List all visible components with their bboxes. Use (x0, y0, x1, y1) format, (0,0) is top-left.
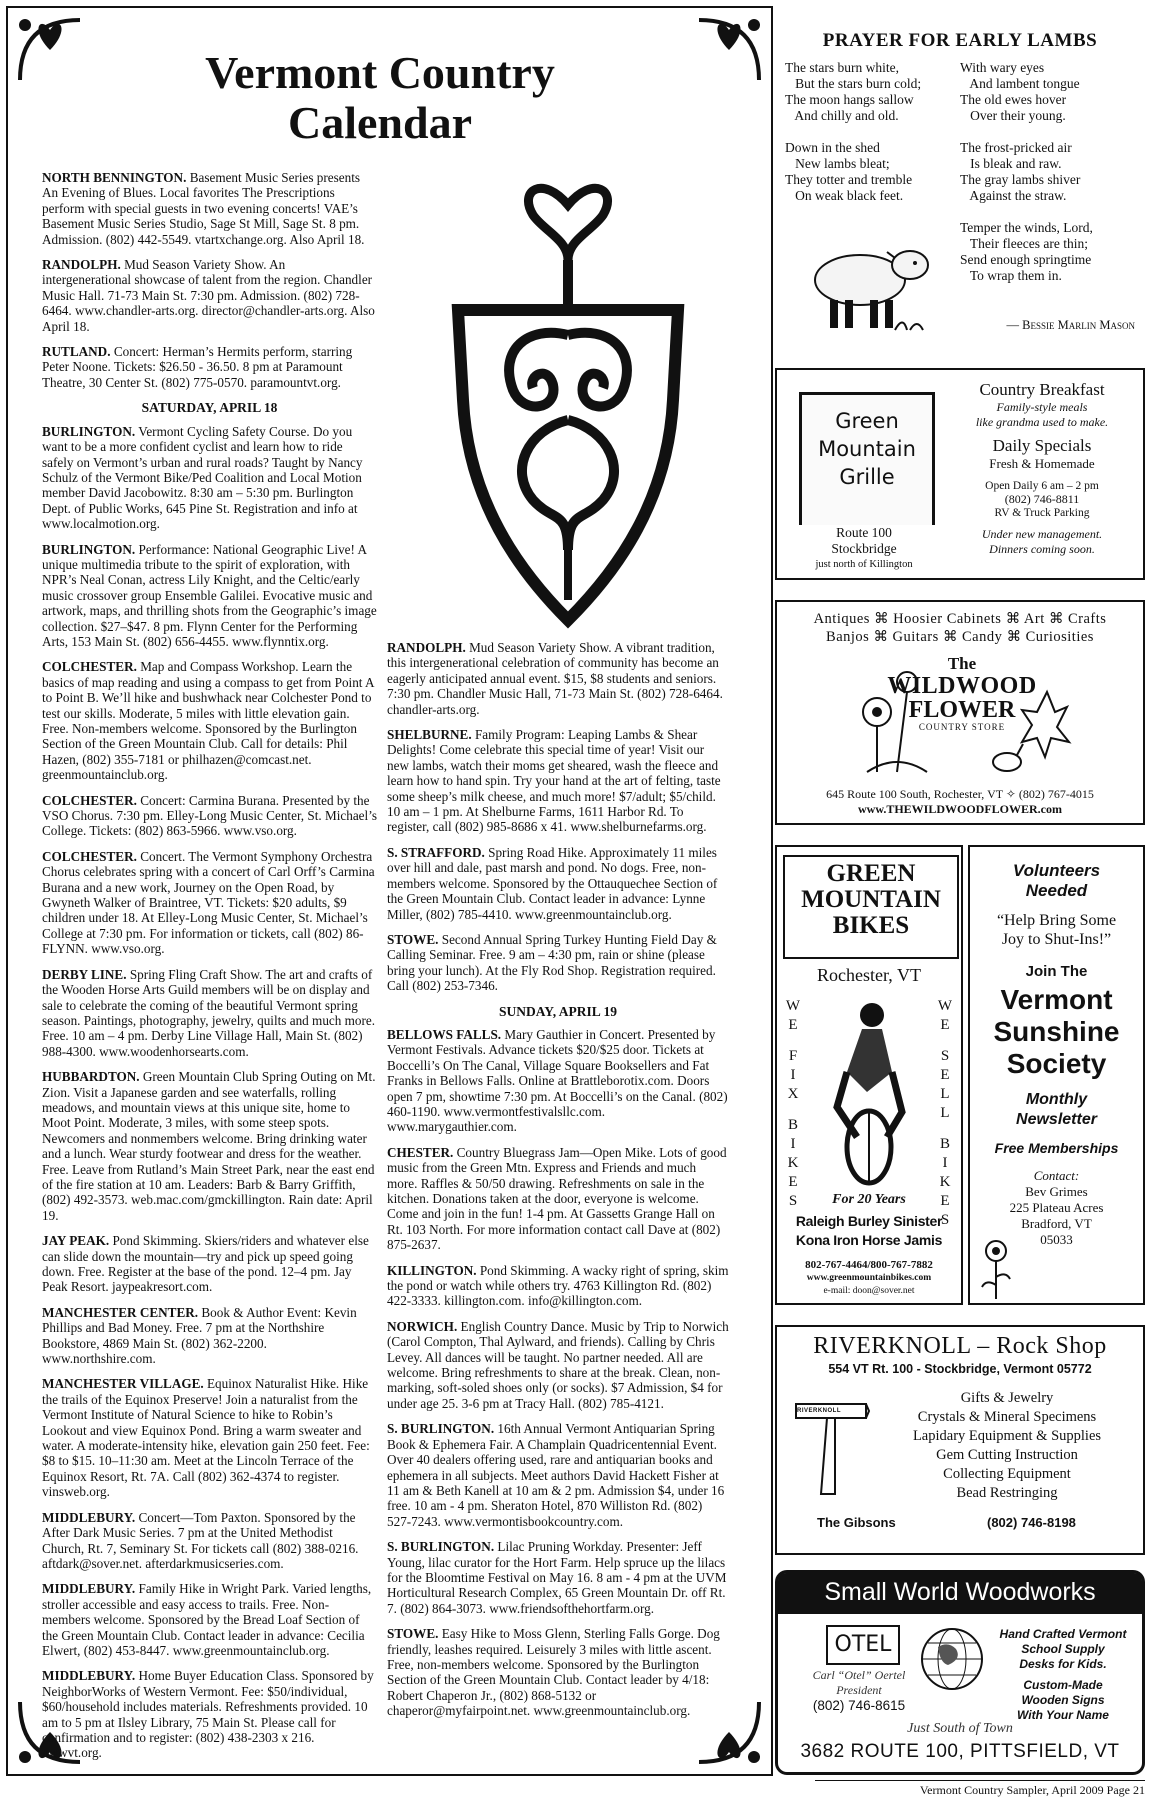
riverknoll-phone: (802) 746-8198 (987, 1515, 1076, 1530)
vertical-letter: I (790, 1136, 796, 1152)
poem-line: Over their young. (960, 108, 1066, 123)
vertical-letter: S (788, 1193, 798, 1209)
event-town: MIDDLEBURY. (42, 1668, 136, 1684)
event-town: NORTH BENNINGTON. (42, 170, 187, 185)
poem-line: But the stars burn cold; (785, 76, 922, 91)
vertical-letter: S (940, 1048, 950, 1064)
day-heading: SATURDAY, APRIL 18 (141, 400, 278, 416)
poem-line: New lambs bleat; (785, 156, 890, 171)
event-description: 16th Annual Vermont Antiquarian Spring Book & Ephemera Fair. A Champlain Quadricentennial Event. Over 40 dealers offering used, rare and antiquarian books and ephemera in all subjects. Meet authors David Hackett Fisher at 11 am & Beth Kanell at 10 am & 2 pm. Admission $4, under 16 free. 10 am - 4 pm. Sheraton Hotel, 870 Williston Rd. (802) 527-7243. www.vermontisbookcountry.com. (387, 1421, 725, 1529)
event-description: Basement Music Series presents An Evening of Blues. Local favorites The Prescriptions perform with special guests in two evening concerts! VAE’s Basement Music Series Studio, Sage St Mill, Sage St. 8 pm. Admission. (802) 442-5549. vtartxchange.org. Also April 18. (42, 170, 365, 247)
event-description: Pond Skimming. Skiers/riders and whatever else can slide down the mountain—try and pick up speed going down. Free. Register at the base of the pond. 12–4 pm. Jay Peak Resort. jaypeakresort.com. (42, 1233, 369, 1295)
woodworks-direction: Just South of Town (907, 1721, 1013, 1736)
wildwood-logo: The WILDWOOD FLOWER COUNTRY STORE (887, 654, 1037, 732)
trivet-ornament-icon (418, 150, 718, 630)
poem-line: And lambent tongue (960, 76, 1080, 91)
calendar-event (42, 967, 377, 1059)
event-description: Pond Skimming. A wacky right of spring, skim the pond or watch while others try. 4763 Killington Rd. (802) 422-3333. killington.com. info@killington.com. (387, 1262, 729, 1309)
calendar-event (387, 1027, 729, 1135)
event-description: Mary Gauthier in Concert. Presented by Vermont Festivals. Advance tickets $20/$25 door. Tickets at Boccelli’s On The Canal, Village Square Booksellers and Fat Franks in Bellows Falls. Online at Brattleborotix.com. Doors open 7 pm, showtime 7:30 pm. At Boccelli’s on the Canal. (802) 460-1190. www.vermontfestivalsllc.com. www.marygauthier.com. (387, 1026, 728, 1135)
event-town: BELLOWS FALLS. (387, 1026, 502, 1042)
calendar-event (42, 542, 377, 650)
calendar-event (387, 845, 729, 922)
event-description: Concert: Herman’s Hermits perform, starring Peter Noone. Tickets: $26.50 - 36.50. 8 pm at Paramount Theatre, 30 Center St. (802) 775-0570. paramountvt.org. (42, 344, 353, 390)
calendar-event (42, 1581, 377, 1658)
lamb-illustration-icon (795, 230, 945, 340)
vertical-letter: E (788, 1174, 798, 1190)
vertical-letter (785, 1035, 801, 1047)
poem-line: The frost-pricked air (960, 140, 1072, 155)
calendar-event (387, 1263, 729, 1309)
riverknoll-items (872, 1389, 1142, 1503)
vertical-letter: I (942, 1155, 948, 1171)
bikes-years: For 20 Years (832, 1192, 906, 1207)
event-description: Vermont Cycling Safety Course. Do you want to be a more confident cyclist and learn how to ride safely on Vermont’s urban and rural roads? Taught by Nancy Schulz of the Vermont Bike/Ped Coalition and Local Motion member David Jacobowitz. 8:30 am – 5:30 pm. Burlington Dept. of Public Works, 645 Pine St. Registration and info at www.localmotion.org. (42, 423, 363, 532)
poem-line: Down in the shed (785, 140, 880, 155)
calendar-event (387, 1145, 729, 1253)
poem-line: Against the straw. (960, 188, 1067, 203)
calendar-event (42, 1233, 377, 1295)
event-description: Book & Author Event: Kevin Phillips and Bad Money. Free. 7 pm at the Northshire Bookstore, 4869 Main St. (802) 362-2200. www.northshire.com. (42, 1304, 357, 1367)
shop-item: Collecting Equipment (943, 1466, 1071, 1482)
event-town: STOWE. (387, 931, 439, 947)
hammer-label: RIVERKNOLL (797, 1408, 841, 1414)
calendar-event (42, 344, 377, 390)
event-town: BURLINGTON. (42, 541, 136, 557)
bikes-town: Rochester, VT (817, 965, 921, 985)
vertical-letter: K (939, 1174, 951, 1190)
vertical-letter: W (937, 998, 953, 1014)
vertical-letter (937, 1123, 953, 1135)
shop-item: Gem Cutting Instruction (936, 1447, 1078, 1463)
calendar-event (387, 932, 729, 994)
poem-author: — Bessie Marlin Mason (1006, 318, 1135, 332)
grille-ad (775, 368, 1145, 580)
bikes-fix-vertical (785, 997, 801, 1211)
shop-item: Bead Restringing (956, 1485, 1058, 1501)
event-town: RANDOLPH. (42, 257, 121, 273)
grille-sign: Green Mountain Grille (799, 392, 935, 548)
calendar-event (42, 1376, 377, 1499)
fleur-corner-icon (689, 10, 769, 90)
event-town: CHESTER. (387, 1144, 454, 1160)
poem-line: The gray lambs shiver (960, 172, 1081, 187)
riverknoll-title: RIVERKNOLL – Rock Shop (813, 1333, 1107, 1359)
event-town: MANCHESTER VILLAGE. (42, 1376, 204, 1392)
calendar-event (42, 170, 377, 247)
event-town: MANCHESTER CENTER. (42, 1304, 199, 1320)
shop-item: Lapidary Equipment & Supplies (912, 1428, 1102, 1444)
bikes-ad (775, 845, 963, 1305)
event-town: RUTLAND. (42, 344, 111, 360)
poem-line: To wrap them in. (960, 268, 1062, 283)
event-description: Country Bluegrass Jam—Open Mike. Lots of good music from the Green Mtn. Express and Friends and much more. Raffles & 50/50 drawing. Refreshments on sale in the kitchen. Donations taken at the door, everyone is welcome. Come and join in the fun! 1-4 pm. At Gassetts Grange Hall on Rt. 103 North. For more information contact call Dave at (802) 875-2637. (387, 1144, 727, 1253)
event-town: BURLINGTON. (42, 423, 136, 439)
riverknoll-address: 554 VT Rt. 100 - Stockbridge, Vermont 05772 (828, 1362, 1092, 1376)
day-heading: SUNDAY, APRIL 19 (499, 1003, 617, 1019)
vertical-letter: K (787, 1155, 799, 1171)
event-description: English Country Dance. Music by Trip to Norwich (Carol Compton, Thal Aylward, and friends). Calling by Chris Levey. All dances will be taught. No partner needed. All are welcome. Bring refreshments to share at the break. Clean, non-marking, soft-soled shoes only (or socks). $7 Admission, $4 for under age 25. 3-6 pm at Tracy Hall. (802) 785-4121. (387, 1318, 729, 1411)
event-town: COLCHESTER. (42, 792, 137, 808)
event-town: JAY PEAK. (42, 1233, 110, 1249)
vertical-letter: L (940, 1086, 950, 1102)
calendar-event (42, 849, 377, 957)
bikes-title: GREEN MOUNTAIN BIKES (783, 855, 959, 959)
event-description: Equinox Naturalist Hike. Hike the trails of the Equinox Preserve! Join a naturalist from the Vermont Institute of Natural Science to hike to Robin’s Lookout and view Equinox Pond. Bring a warm sweater and water. A moderate-intensity hike, elevation gain 250 feet. Fee: $8 to $15. 10–11:30 am. Meet at the Lincoln Terrace of the Equinox Resort, Rt. 7A. Call (802) 362-4374 to register. vinsweb.org. (42, 1376, 370, 1500)
vertical-letter: E (940, 1067, 950, 1083)
vertical-letter: B (939, 1136, 950, 1152)
event-description: Home Buyer Education Class. Sponsored by NeighborWorks of Western Vermont. Fee: $50/individual, $60/household includes materials. Refreshments provided. 10 am to 5 pm at Ilsley Library, 75 Main St. Please call for confirmation and to register: (802) 438-2303 x 216. nwwvt.org. (42, 1668, 374, 1761)
vertical-letter (785, 1104, 801, 1116)
globe-icon (918, 1625, 986, 1693)
vertical-letter: L (940, 1105, 950, 1121)
riverknoll-ad (775, 1325, 1145, 1555)
vertical-letter: E (940, 1193, 950, 1209)
poem-line: Send enough springtime (960, 252, 1092, 267)
poem-line: On weak black feet. (785, 188, 904, 203)
event-town: DERBY LINE. (42, 966, 127, 982)
event-description: Mud Season Variety Show. An intergenerational showcase of talent from the region. Chandler Music Hall. 71-73 Main St. 7:30 pm. Admission. (802) 728-6464. www.chandler-arts.org. director@chandler-arts.org. Also April 18. (42, 257, 375, 334)
event-town: NORWICH. (387, 1318, 458, 1334)
event-description: Spring Road Hike. Approximately 11 miles over hill and dale, past marsh and pond. No dogs. Free, non-members welcome. Sponsored by the Ottauquechee Section of the Green Mountain Club. Contact leader in advance: Lynne Miller, (802) 785-4410. www.greenmountainclub.org. (387, 844, 718, 922)
event-description: Map and Compass Workshop. Learn the basics of map reading and using a compass to get from Point A to Point B. We’ll hike and bushwhack near Colchester Pond to test our skills. Moderate, 5 miles with little elevation gain. Free. Non-members welcome. Sponsored by the Burlington Section of the Green Mountain Club. Call for details: Phil Hazen, (802) 355-7181 or philhazen@comcast.net. greenmountainclub.org. (42, 659, 374, 783)
calendar-event (42, 1069, 377, 1223)
event-description: Concert: Carmina Burana. Presented by the VSO Chorus. 7:30 pm. Elley-Long Music Center, St. Michael’s College. Tickets: (802) 863-5966. www.vso.org. (42, 792, 377, 839)
vertical-letter: S (940, 1212, 950, 1228)
event-town: S. STRAFFORD. (387, 844, 485, 860)
event-description: Easy Hike to Moss Glenn, Sterling Falls Gorge. Dog friendly, leashes required. Leisurely 3 miles with little ascent. Free, non-members welcome. Sponsored by the Burlington Section of the Green Mountain Club. Contact leader by 4/18: Robert Chaperon Jr., (802) 868-5132 or chaperor@myfairpoint.net. www.greenmountainclub.org. (387, 1626, 720, 1719)
event-town: S. BURLINGTON. (387, 1421, 495, 1437)
event-town: MIDDLEBURY. (42, 1581, 136, 1597)
shop-item: Crystals & Mineral Specimens (917, 1409, 1097, 1425)
calendar-event (387, 640, 729, 717)
woodworks-address: 3682 ROUTE 100, PITTSFIELD, VT (800, 1741, 1120, 1762)
calendar-event (387, 727, 729, 835)
calendar-column-right (387, 640, 729, 1729)
calendar-column-left (42, 170, 377, 1771)
vertical-letter: B (787, 1117, 798, 1133)
poem-line: Is bleak and raw. (960, 156, 1062, 171)
poem-line: They totter and tremble (785, 172, 913, 187)
event-town: KILLINGTON. (387, 1262, 477, 1278)
poem-line (785, 124, 960, 140)
calendar-title: Vermont Country Calendar (205, 47, 555, 148)
event-description: Spring Fling Craft Show. The art and crafts of the Wooden Horse Arts Guild members will be on display and sale to celebrate the coming of the beautiful Vermont spring season. Paintings, photography, jewelry, quilts and much more. Free. 10 am – 4 pm. Derby Line Village Hall, Main St. (802) 988-4300. www.woodenhorsearts.com. (42, 966, 376, 1059)
poem-line (960, 124, 1135, 140)
page-footer: Vermont Country Sampler, April 2009 Page 21 (815, 1780, 1145, 1798)
woodworks-title: Small World Woodworks (778, 1573, 1142, 1614)
cyclist-illustration-icon (807, 997, 932, 1187)
event-description: Concert. The Vermont Symphony Orchestra Chorus celebrates spring with a concert of Carl Orff’s Carmina Burana and a new work, Journey on the Open Road, by Gwyneth Walker of Braintree, VT. Tickets: $20 adults, $9 children under 18. At Elley-Long Music Center, St. Michael’s College at 7:30 pm. For information or tickets, call (802) 86-FLYNN. www.vso.org. (42, 848, 375, 957)
event-town: SHELBURNE. (387, 727, 472, 743)
calendar-event (387, 1319, 729, 1411)
event-town: MIDDLEBURY. (42, 1509, 136, 1525)
calendar-event (42, 424, 377, 532)
calendar-event (42, 257, 377, 334)
vertical-letter (937, 1035, 953, 1047)
event-town: STOWE. (387, 1626, 439, 1642)
event-description: Lilac Pruning Workday. Presenter: Jeff Young, lilac curator for the Hort Farm. Help spruce up the lilacs for the Bloomtime Festival on May 16. 8 am - 4 pm at the UVM Horticultural Research Complex, 65 Green Mountain Dr. off Rt. 7. (802) 864-3073. www.friendsofthehortfarm.org. (387, 1539, 727, 1616)
vertical-letter: I (790, 1067, 796, 1083)
poem-line: The stars burn white, (785, 60, 899, 75)
shop-item: Gifts & Jewelry (960, 1390, 1054, 1406)
poem-line: The old ewes hover (960, 92, 1067, 107)
poem-title: PRAYER FOR EARLY LAMBS (822, 30, 1098, 51)
calendar-event (42, 1305, 377, 1367)
event-description: Concert—Tom Paxton. Sponsored by the After Dark Music Series. 7 pm at the United Methodist Church, Rt. 7, Seminary St. For tickets call (802) 388-0216. aftdark@sover.net. afterdarkmusicseries.com. (42, 1509, 359, 1571)
poem-line: Their fleeces are thin; (960, 236, 1088, 251)
event-town: COLCHESTER. (42, 848, 137, 864)
poem-line: Temper the winds, Lord, (960, 220, 1093, 235)
grille-info: Country Breakfast Family-style meals like grandma used to make. Daily Specials Fresh & Homemade Open Daily 6 am – 2 pm (802) 746-8811 RV & Truck Parking Under new management. Dinners coming soon. (975, 380, 1109, 556)
calendar-event (42, 793, 377, 839)
vertical-letter: F (788, 1048, 798, 1064)
wildwood-ad: Antiques ⌘ Hoosier Cabinets ⌘ Art ⌘ Crafts Banjos ⌘ Guitars ⌘ Candy ⌘ Curiosities The WILDWOOD FLOWER COUNTRY STORE 645 Route 100 South, Rochester, VT ✧ (802) 767-4015 www.THEWILDWOODFLOWER.com (775, 600, 1145, 825)
vertical-letter: E (940, 1017, 950, 1033)
calendar-event (387, 1539, 729, 1616)
woodworks-owner: Carl “Otel” Oertel President (802) 746-8615 (812, 1668, 906, 1713)
poem-line: With wary eyes (960, 60, 1045, 75)
event-description: Second Annual Spring Turkey Hunting Field Day & Calling Seminar. Free. 9 am – 4:30 pm, rain or shine (please bring your lunch). At the Fly Rod Shop. Registration required. Call (802) 253-7346. (387, 931, 717, 994)
vertical-letter: W (785, 998, 801, 1014)
poem-line (960, 204, 1135, 220)
calendar-event (42, 1510, 377, 1572)
event-town: HUBBARDTON. (42, 1069, 140, 1085)
event-description: Performance: National Geographic Live! A unique multimedia tribute to the spirit of exploration, with NPR’s Neal Conan, actress Lily Knight, and the Celtic/early music crossover group Ensemble Galilei. Evocative music and artwork, maps, and thrilling shots from the Geographic’s image collection. $27–$47. 8 pm. Flynn Center for the Performing Arts, 153 Main St. (802) 656-4455. www.flynntix.org. (42, 541, 377, 649)
event-town: COLCHESTER. (42, 659, 137, 675)
calendar-event (387, 1421, 729, 1529)
calendar-event (387, 1626, 729, 1718)
event-description: Green Mountain Club Spring Outing on Mt. Zion. Visit a Japanese garden and see waterfalls, rolling meadows, and mountain views at this unique site, home to Moot Point. Moderate, 3 miles, with some steep spots. Newcomers and nonmembers welcome. Bring drinking water and a lunch. Wear sturdy footwear and dress for the weather. Free. Leave from Rutland’s Main Street Park, near the east end of the fire station at 10 am. Leaders: Barb & Barry Griffith, (802) 492-3573. web.mac.com/gmckillington. Rain date: April 19. (42, 1069, 376, 1223)
vertical-letter: X (787, 1086, 799, 1102)
grille-location: Route 100 Stockbridge just north of Killington (793, 525, 935, 573)
sunflower-icon (976, 1237, 1016, 1301)
poem-stanzas-right (960, 60, 1135, 284)
wildwood-address: 645 Route 100 South, Rochester, VT ✧ (802) 767-4015 www.THEWILDWOODFLOWER.com (826, 787, 1094, 816)
fleur-corner-icon (10, 10, 90, 90)
woodworks-desc: Hand Crafted Vermont School Supply Desks for Kids. Custom-Made Wooden Signs With Your Name (999, 1627, 1127, 1722)
event-description: Family Hike in Wright Park. Varied lengths, stroller accessible and easy access to trails. Free. Non-members welcome. Sponsored by the Bread Loaf Section of the Green Mountain Club. Contact leader in advance: Cecilia Elwert, (802) 453-8447. www.greenmountainclub.org. (42, 1581, 372, 1658)
woodworks-ad (775, 1570, 1145, 1775)
event-town: S. BURLINGTON. (387, 1539, 495, 1555)
bikes-contact: 802-767-4464/800-767-7882 www.greenmountainbikes.com e-mail: doon@sover.net (805, 1259, 933, 1296)
calendar-event (42, 659, 377, 782)
poem-line: And chilly and old. (785, 108, 899, 123)
event-description: Mud Season Variety Show. A vibrant tradition, this intergenerational celebration of community has become an eagerly anticipated annual event. $15, $8 students and seniors. 7:30 pm. Chandler Music Hall, 71-73 Main St. (802) 728-6464. chandler-arts.org. (387, 640, 723, 717)
otel-sign: OTEL (826, 1625, 900, 1665)
poem-line: The moon hangs sallow (785, 92, 914, 107)
bikes-brands: Raleigh Burley Sinister Kona Iron Horse Jamis (795, 1213, 943, 1248)
riverknoll-owners: The Gibsons (817, 1515, 896, 1530)
event-description: Family Program: Leaping Lambs & Shear Delights! Come celebrate this special time of year! Visit our new lambs, watch their moms get sheared, wash the fleece and learn how to hand spin. Try your hand at the art of felting, taste some sheep’s milk cheese, and much more! $7/adult; $5/child. 10 am – 1 pm. At Shelburne Farms, 1611 Harbor Rd. To register, call (802) 985-8686 x 41. www.shelburnefarms.org. (387, 727, 721, 835)
vertical-letter: E (788, 1017, 798, 1033)
calendar-event (42, 1668, 377, 1760)
sunshine-ad: Volunteers Needed “Help Bring Some Joy to Shut-Ins!” Join The Vermont Sunshine Society Monthly Newsletter Free Memberships Contact: Bev Grimes 225 Plateau Acres Bradford, VT 05033 (968, 845, 1145, 1305)
event-town: RANDOLPH. (387, 640, 466, 655)
